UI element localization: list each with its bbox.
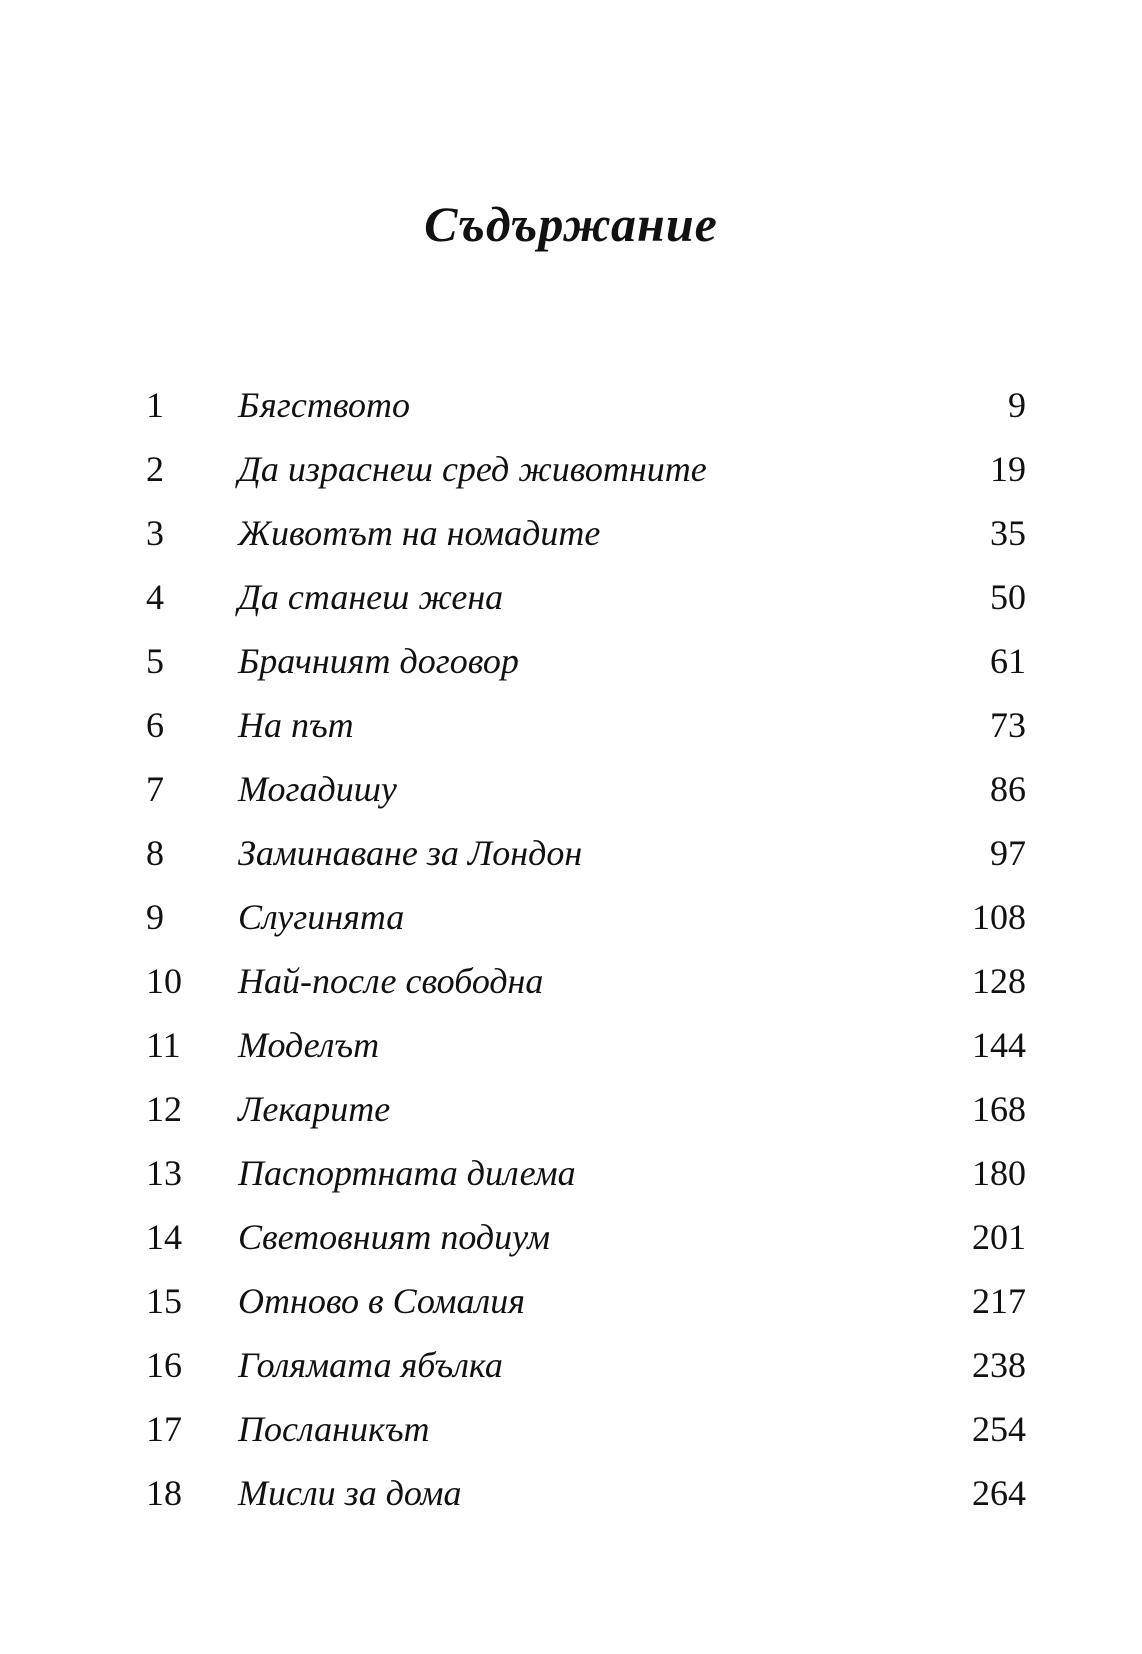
chapter-title: Да израснеш сред животните	[238, 449, 707, 489]
chapter-number: 11	[146, 1025, 181, 1065]
page-number: 86	[990, 769, 1026, 809]
page-number: 264	[972, 1473, 1026, 1513]
toc-entry	[146, 1333, 1026, 1397]
chapter-title: Лекарите	[238, 1089, 391, 1129]
chapter-number: 7	[146, 769, 164, 809]
chapter-title: На път	[238, 705, 354, 745]
chapter-title: Да станеш жена	[238, 577, 504, 617]
toc-entry	[146, 565, 1026, 629]
chapter-title: Брачният договор	[238, 641, 519, 681]
toc-entry	[146, 821, 1026, 885]
toc-entry	[146, 1141, 1026, 1205]
page-number: 50	[990, 577, 1026, 617]
page-number: 217	[972, 1281, 1026, 1321]
chapter-title: Могадишу	[238, 769, 397, 809]
chapter-number: 5	[146, 641, 164, 681]
chapter-number: 10	[146, 961, 182, 1001]
toc-entry	[146, 629, 1026, 693]
page-number: 238	[972, 1345, 1026, 1385]
chapter-number: 8	[146, 833, 164, 873]
chapter-title: Мисли за дома	[238, 1473, 462, 1513]
page-number: 73	[990, 705, 1026, 745]
chapter-number: 6	[146, 705, 164, 745]
chapter-number: 12	[146, 1089, 182, 1129]
page-number: 108	[972, 897, 1026, 937]
page-number: 168	[972, 1089, 1026, 1129]
chapter-title: Голямата ябълка	[238, 1345, 503, 1385]
toc-entry	[146, 885, 1026, 949]
page-number: 254	[972, 1409, 1026, 1449]
chapter-number: 17	[146, 1409, 182, 1449]
page-number: 97	[990, 833, 1026, 873]
toc-entry	[146, 1077, 1026, 1141]
toc-entry	[146, 693, 1026, 757]
chapter-title: Посланикът	[238, 1409, 430, 1449]
chapter-number: 1	[146, 385, 164, 425]
chapter-number: 15	[146, 1281, 182, 1321]
chapter-number: 3	[146, 513, 164, 553]
chapter-title: Най-после свободна	[238, 961, 544, 1001]
chapter-number: 9	[146, 897, 164, 937]
toc-entry	[146, 949, 1026, 1013]
page-title: Съдържание	[424, 195, 718, 252]
chapter-title: Слугинята	[238, 897, 405, 937]
toc-entry	[146, 1269, 1026, 1333]
chapter-number: 18	[146, 1473, 182, 1513]
toc-entry	[146, 1205, 1026, 1269]
toc-entry	[146, 501, 1026, 565]
page-number: 180	[972, 1153, 1026, 1193]
chapter-number: 14	[146, 1217, 182, 1257]
toc-entry	[146, 373, 1026, 437]
page-number: 61	[990, 641, 1026, 681]
chapter-number: 13	[146, 1153, 182, 1193]
toc-entry	[146, 757, 1026, 821]
page-number: 201	[972, 1217, 1026, 1257]
chapter-title: Моделът	[238, 1025, 380, 1065]
chapter-title: Заминаване за Лондон	[238, 833, 583, 873]
table-of-contents	[146, 373, 1026, 1525]
page-number: 144	[972, 1025, 1026, 1065]
chapter-number: 4	[146, 577, 164, 617]
toc-entry	[146, 1397, 1026, 1461]
chapter-number: 16	[146, 1345, 182, 1385]
page-number: 35	[990, 513, 1026, 553]
chapter-title: Паспортната дилема	[238, 1153, 576, 1193]
page-number: 19	[990, 449, 1026, 489]
toc-entry	[146, 1013, 1026, 1077]
page-number: 9	[1008, 385, 1026, 425]
toc-entry	[146, 437, 1026, 501]
chapter-title: Световният подиум	[238, 1217, 551, 1257]
toc-entry	[146, 1461, 1026, 1525]
chapter-title: Отново в Сомалия	[238, 1281, 525, 1321]
chapter-title: Бягството	[238, 385, 410, 425]
chapter-title: Животът на номадите	[238, 513, 601, 553]
page-number: 128	[972, 961, 1026, 1001]
chapter-number: 2	[146, 449, 164, 489]
